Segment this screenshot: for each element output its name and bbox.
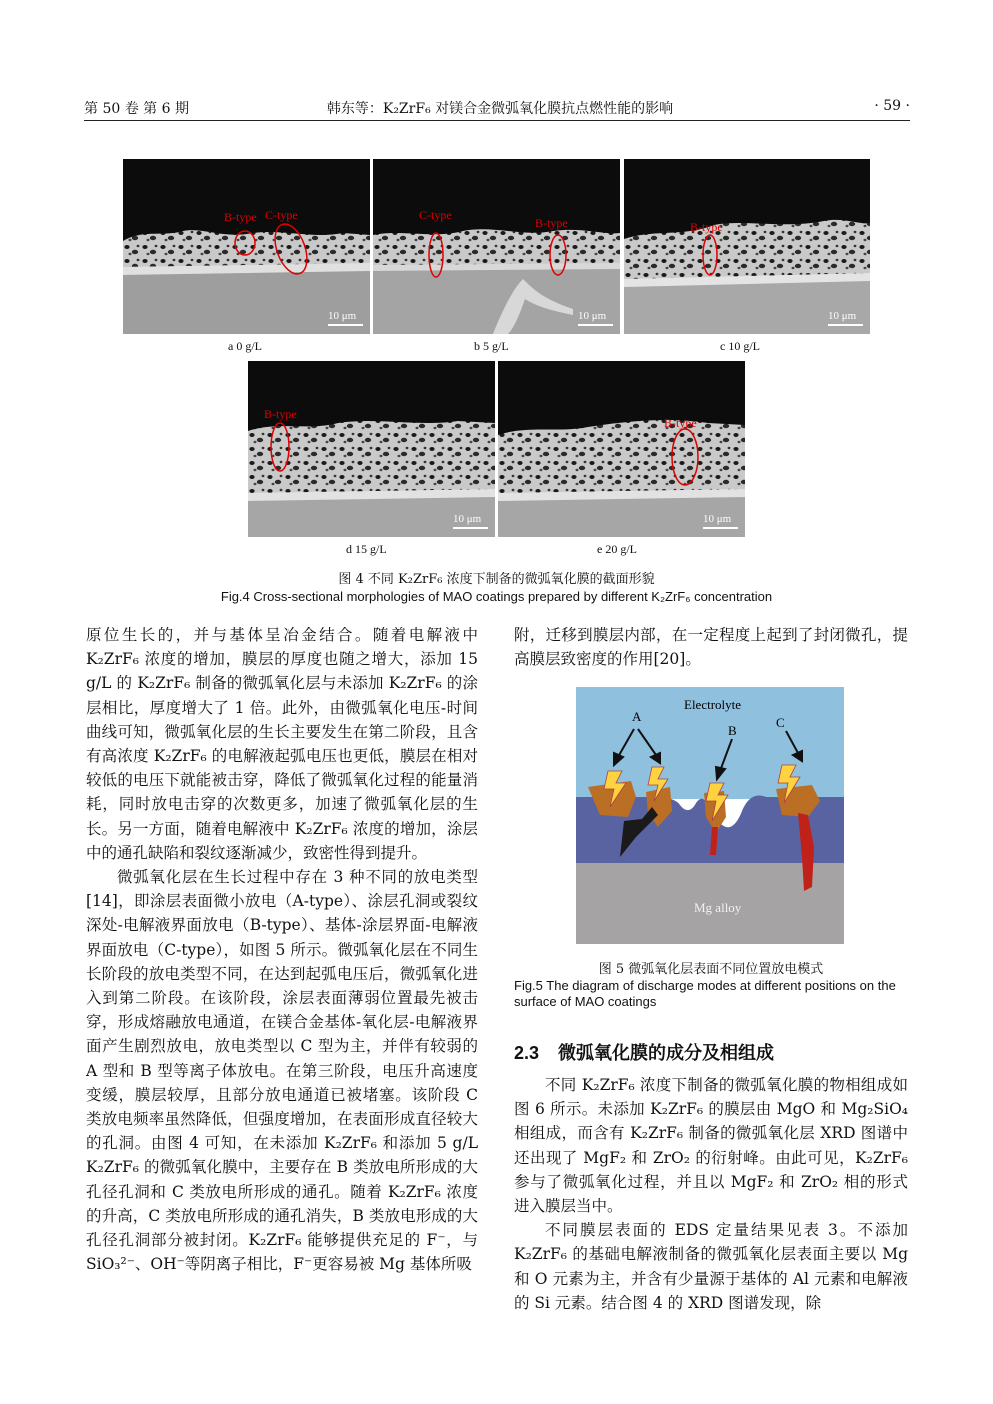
label-a: A [632, 709, 642, 724]
fig4-panel-e [498, 361, 745, 537]
fig4-panel-d [248, 361, 495, 537]
fig4-caption-en: Fig.4 Cross-sectional morphologies of MAO coatings prepared by different K₂ZrF₆ concentration [220, 589, 773, 604]
scale-bar-label: 10 μm [578, 310, 607, 322]
left-column [86, 623, 478, 1276]
fig5-caption-en: Fig.5 The diagram of discharge modes at different positions on the surface of MAO coatings [514, 978, 896, 1009]
fig4-label-b: b 5 g/L [474, 339, 509, 353]
annotation-b-type: B-type [535, 216, 568, 230]
scale-bar-label: 10 μm [703, 513, 732, 525]
label-mg-alloy: Mg alloy [694, 900, 742, 915]
scale-bar-label: 10 μm [453, 513, 482, 525]
annotation-b-type: B-type [690, 220, 723, 234]
right-column [514, 1073, 908, 1315]
fig4-panel-a [123, 159, 370, 334]
section-heading [514, 1039, 774, 1065]
annotation-b-type: B-type [264, 407, 297, 421]
right-continuation: 附，迁移到膜层内部，在一定程度上起到了封闭微孔，提高膜层致密度的作用[20]。 [514, 626, 908, 669]
running-header-volume: 第 50 卷 第 6 期 [84, 101, 189, 117]
section-number: 2.3 [514, 1043, 540, 1063]
paragraph: 原位生长的，并与基体呈冶金结合。随着电解液中K₂ZrF₆ 浓度的增加，膜层的厚度也随之增大，添加 15 g/L 的 K₂ZrF₆ 制备的微弧氧化层与未添加 K₂ZrF₆ 的涂层相比，厚度增大了 1 倍。此外，由微弧氧化电压-时间曲线可知，微弧氧化层的生长主要发生在第二阶段，且含有高浓度 K₂ZrF₆ 的电解液起弧电压也更低，膜层在相对较低的电压下就能被击穿，降低了微弧氧化过程的能量消耗，同时放电击穿的次数更多，加速了微弧氧化层的生长。另一方面，随着电解液中 K₂ZrF₆ 浓度的增加，涂层中的通孔缺陷和裂纹逐渐减少，致密性得到提升。 [86, 626, 478, 862]
header-rule [84, 120, 910, 121]
annotation-c-type: C-type [265, 208, 298, 222]
annotation-b-type: B-type [664, 416, 697, 430]
scale-bar-label: 10 μm [828, 310, 857, 322]
fig4-label-e: e 20 g/L [597, 542, 637, 556]
label-c: C [776, 715, 785, 730]
fig5-diagram [576, 687, 844, 944]
running-header-title: 韩东等：K₂ZrF₆ 对镁合金微弧氧化膜抗点燃性能的影响 [326, 101, 674, 117]
fig4-label-d: d 15 g/L [346, 542, 387, 556]
fig4-panel-b [373, 159, 620, 334]
page-number: · 59 · [874, 98, 910, 114]
paragraph: 不同膜层表面的 EDS 定量结果见表 3。不添加 K₂ZrF₆ 的基础电解液制备的微弧氧化层表面主要以 Mg 和 O 元素为主，并含有少量源于基体的 Al 元素和电解液的 Si 元素。结合图 4 的 XRD 图谱发现，除 [514, 1221, 908, 1312]
section-title: 微弧氧化膜的成分及相组成 [558, 1043, 775, 1063]
fig4-caption-cn: 图 4 不同 K₂ZrF₆ 浓度下制备的微弧氧化膜的截面形貌 [338, 572, 655, 587]
annotation-b-type: B-type [224, 210, 257, 224]
fig5-caption-cn: 图 5 微弧氧化层表面不同位置放电模式 [598, 962, 824, 977]
fig4-label-a: a 0 g/L [228, 339, 262, 353]
fig4-panel-c [624, 159, 870, 334]
paragraph: 不同 K₂ZrF₆ 浓度下制备的微弧氧化膜的物相组成如图 6 所示。未添加 K₂ZrF₆ 的膜层由 MgO 和 Mg₂SiO₄ 相组成，而含有 K₂ZrF₆ 制备的微弧氧化层 XRD 图谱中还出现了 MgF₂ 和 ZrO₂ 的衍射峰。由此可见，K₂ZrF₆ 参与了微弧氧化过程，并且以 MgF₂ 和 ZrO₂ 相的形式进入膜层当中。 [514, 1076, 908, 1216]
label-electrolyte: Electrolyte [684, 697, 742, 712]
scale-bar-label: 10 μm [328, 310, 357, 322]
paragraph: 微弧氧化层在生长过程中存在 3 种不同的放电类型[14]，即涂层表面微小放电（A-type）、涂层孔洞或裂纹深处-电解液界面放电（B-type）、基体-涂层界面-电解液界面放电（C-type），如图 5 所示。微弧氧化层在不同生长阶段的放电类型不同，在达到起弧电压后，微弧氧化进入到第二阶段。在该阶段，涂层表面薄弱位置最先被击穿，形成熔融放电通道，在镁合金基体-氧化层-电解液界面产生剧烈放电，放电类型以 C 型为主，并伴有较弱的 A 型和 B 型等离子体放电。在第三阶段，电压升高速度变缓，膜层较厚，且部分放电通道已被堵塞。该阶段 C 类放电频率虽然降低，但强度增加，在表面形成直径较大的孔洞。由图 4 可知，在未添加 K₂ZrF₆ 和添加 5 g/L K₂ZrF₆ 的微弧氧化膜中，主要存在 B 类放电所形成的大孔径孔洞和 C 类放电所形成的通孔。随着 K₂ZrF₆ 浓度的升高，C 类放电所形成的通孔消失，B 类放电形成的大孔径孔洞部分被封闭。K₂ZrF₆ 能够提供充足的 F⁻，与 SiO₃²⁻、OH⁻等阴离子相比，F⁻更容易被 Mg 基体所吸 [86, 868, 478, 1274]
label-b: B [728, 723, 737, 738]
fig4-label-c: c 10 g/L [720, 339, 760, 353]
annotation-c-type: C-type [419, 208, 452, 222]
